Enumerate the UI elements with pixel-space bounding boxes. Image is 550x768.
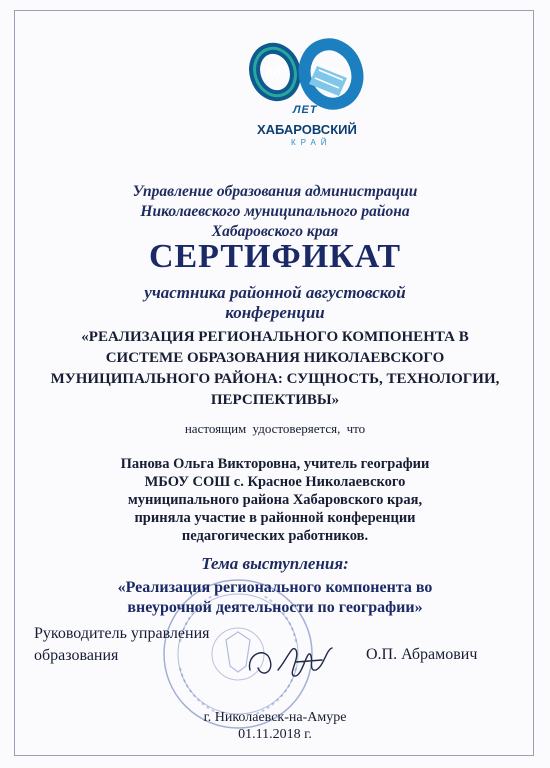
certify-text: настоящим удостоверяется, что (184, 421, 366, 436)
recipient-line-2: МБОУ СОШ с. Красное Николаевского (144, 474, 406, 490)
certificate-subtitle (20, 283, 530, 323)
signatory-name: О.П. Абрамович (366, 646, 478, 663)
place-and-date (20, 709, 530, 743)
conference-line-3: МУНИЦИПАЛЬНОГО РАЙОНА: СУЩНОСТЬ, ТЕХНОЛОГИИ, (50, 371, 500, 387)
logo-let-text: ЛЕТ (293, 104, 318, 116)
topic-line-2: внеурочной деятельности по географии» (127, 599, 423, 616)
conference-line-2: СИСТЕМЕ ОБРАЗОВАНИЯ НИКОЛАЕВСКОГО (105, 350, 445, 366)
subtitle-line-1: участника районной августовской (144, 283, 406, 302)
signatory-position-line-2: образования (34, 647, 119, 664)
issuer-block (20, 182, 530, 242)
issue-place: г. Николаевск-на-Амуре (203, 710, 347, 725)
recipient-position: учитель географии (303, 456, 430, 472)
signatory-position-line-1: Руководитель управления (34, 625, 210, 642)
issue-date: 01.11.2018 г. (238, 727, 312, 742)
handwritten-signature (244, 640, 344, 684)
recipient-name: Панова Ольга Викторовна, (120, 456, 301, 472)
recipient-line-4: приняла участие в районной конференции (134, 510, 416, 526)
conference-name (20, 327, 530, 411)
issuer-line-3: Хабаровского края (211, 223, 339, 240)
logo-region-text: ХАБАРОВСКИЙ (257, 122, 357, 137)
subtitle-line-2: конференции (225, 303, 325, 322)
conference-line-4: ПЕРСПЕКТИВЫ» (210, 392, 340, 408)
topic-line-1: «Реализация регионального компонента во (117, 579, 433, 596)
logo-number: 80 (265, 64, 281, 80)
issuer-line-1: Управление образования администрации (132, 183, 418, 200)
certificate-title: СЕРТИФИКАТ (148, 238, 402, 275)
conference-line-1: «РЕАЛИЗАЦИЯ РЕГИОНАЛЬНОГО КОМПОНЕНТА В (81, 329, 469, 345)
topic-label: Тема выступления: (201, 554, 349, 573)
issuer-line-2: Николаевского муниципального района (140, 203, 410, 220)
recipient-block (20, 455, 530, 545)
recipient-line-5: педагогических работников. (181, 528, 369, 544)
recipient-line-1 (20, 455, 530, 473)
logo-kray-text: КРАЙ (291, 138, 332, 147)
signature-graphic (244, 640, 344, 684)
recipient-line-3: муниципального района Хабаровского края, (127, 492, 423, 508)
anniversary-logo (235, 30, 385, 154)
topic-title (20, 578, 530, 618)
signatory-position (34, 623, 210, 667)
